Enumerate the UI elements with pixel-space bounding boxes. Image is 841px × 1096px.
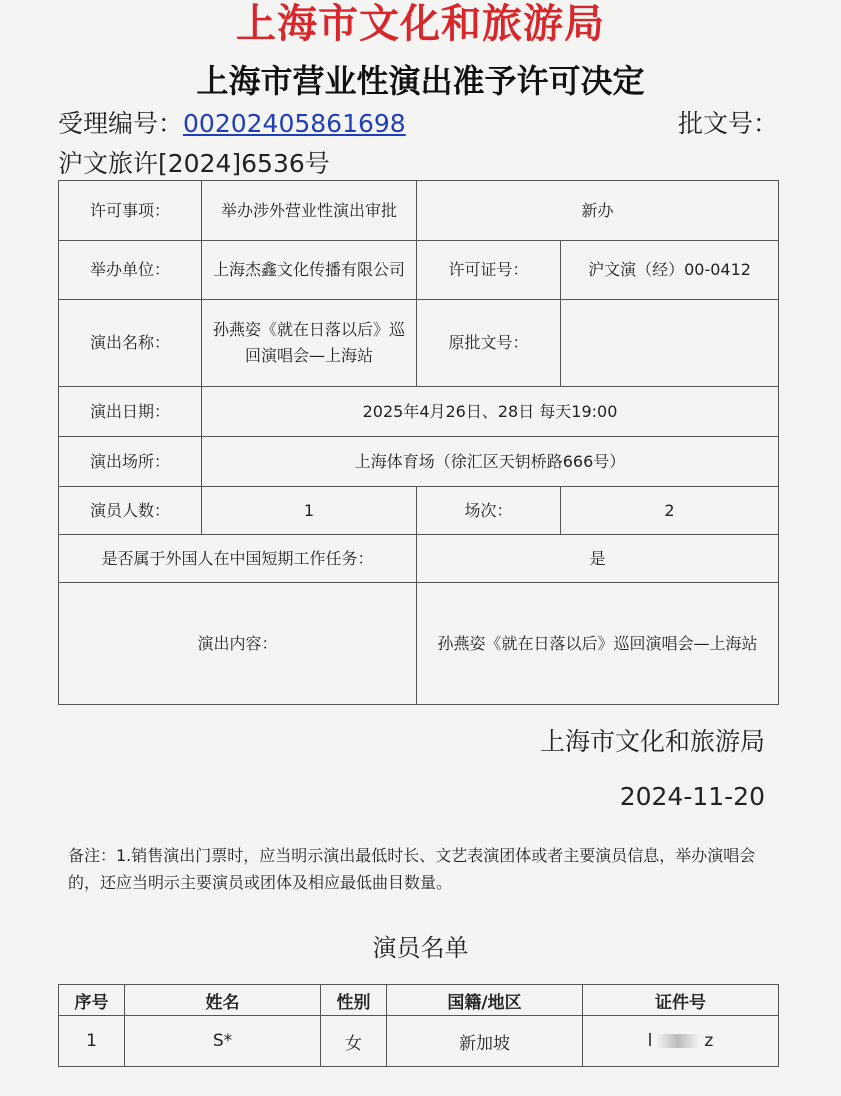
license-value: 沪文演（经）00-0412	[561, 241, 779, 300]
permit-item-value: 举办涉外营业性演出审批	[202, 181, 417, 241]
document-title: 上海市营业性演出准予许可决定	[196, 62, 645, 100]
cast-header-nation: 国籍/地区	[387, 985, 583, 1016]
table-row	[59, 1016, 779, 1067]
cast-header-row	[59, 985, 779, 1016]
issuing-authority-title: 上海市文化和旅游局	[236, 1, 605, 47]
content-label: 演出内容：	[59, 583, 417, 705]
cast-name: S*	[125, 1016, 321, 1067]
id-start: l	[647, 1031, 653, 1051]
license-label: 许可证号：	[417, 241, 561, 300]
cast-header-id: 证件号	[583, 985, 779, 1016]
original-approval-label: 原批文号：	[417, 300, 561, 387]
show-name-label: 演出名称：	[59, 300, 202, 387]
accept-number-link[interactable]: 00202405861698	[183, 109, 406, 138]
cast-header-gender: 性别	[321, 985, 387, 1016]
signature-date: 2024-11-20	[619, 782, 765, 811]
cast-list-title: 演员名单	[372, 934, 469, 962]
approval-number: 沪文旅许[2024]6536号	[58, 149, 330, 178]
cast-header-no: 序号	[59, 985, 125, 1016]
performer-count-value: 1	[202, 487, 417, 535]
venue-label: 演出场所：	[59, 437, 202, 487]
cast-table	[58, 984, 779, 1067]
signature-org: 上海市文化和旅游局	[539, 727, 765, 756]
table-row	[59, 300, 779, 387]
sessions-label: 场次：	[417, 487, 561, 535]
remarks: 备注：1.销售演出门票时，应当明示演出最低时长、文艺表演团体或者主要演员信息，举办演唱会的，还应当明示主要演员或团体及相应最低曲目数量。	[68, 846, 756, 892]
sessions-value: 2	[561, 487, 779, 535]
show-name-value: 孙燕姿《就在日落以后》巡回演唱会—上海站	[202, 300, 417, 387]
id-end: z	[704, 1031, 714, 1051]
approval-number-label: 批文号：	[677, 109, 778, 138]
content-value: 孙燕姿《就在日落以后》巡回演唱会—上海站	[417, 583, 779, 705]
cast-header-name: 姓名	[125, 985, 321, 1016]
venue-value: 上海体育场（徐汇区天钥桥路666号）	[202, 437, 779, 487]
show-date-label: 演出日期：	[59, 387, 202, 437]
cast-no: 1	[59, 1016, 125, 1067]
table-row	[59, 535, 779, 583]
table-row	[59, 437, 779, 487]
permit-item-label: 许可事项：	[59, 181, 202, 241]
redacted-id	[648, 1031, 714, 1051]
performer-count-label: 演员人数：	[59, 487, 202, 535]
show-date-value: 2025年4月26日、28日 每天19:00	[202, 387, 779, 437]
table-row	[59, 181, 779, 241]
table-row	[59, 583, 779, 705]
reference-line	[58, 104, 778, 140]
organizer-value: 上海杰鑫文化传播有限公司	[202, 241, 417, 300]
redaction-mark	[656, 1034, 700, 1048]
cast-nation: 新加坡	[387, 1016, 583, 1067]
organizer-label: 举办单位：	[59, 241, 202, 300]
cast-gender: 女	[321, 1016, 387, 1067]
cast-id	[583, 1016, 779, 1067]
table-row	[59, 241, 779, 300]
accept-number-label: 受理编号：	[58, 109, 184, 138]
foreign-work-label: 是否属于外国人在中国短期工作任务：	[59, 535, 417, 583]
permit-table	[58, 180, 779, 705]
foreign-work-value: 是	[417, 535, 779, 583]
table-row	[59, 387, 779, 437]
table-row	[59, 487, 779, 535]
original-approval-value	[561, 300, 779, 387]
permit-item-type: 新办	[417, 181, 779, 241]
